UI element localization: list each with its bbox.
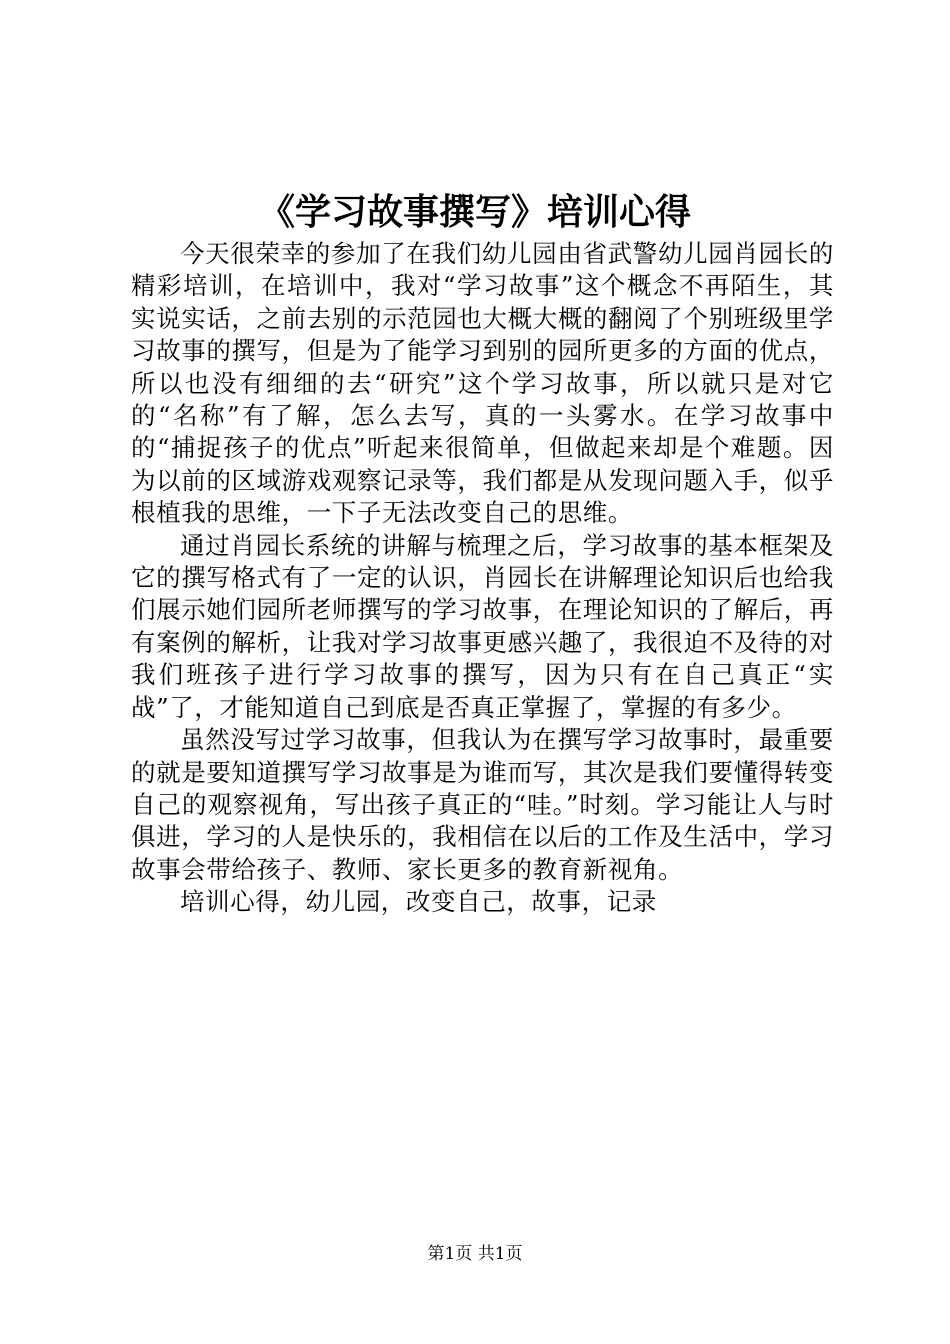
document-body [131, 238, 834, 919]
paragraph-training: 通过肖园长系统的讲解与梳理之后，学习故事的基本框架及它的撰写格式有了一定的认识，肖园长在讲解理论知识后也给我们展示她们园所老师撰写的学习故事，在理论知识的了解后，再有案例的解析，让我对学习故事更感兴趣了，我很迫不及待的对我们班孩子进行学习故事的撰写，因为只有在自己真正“实战”了，才能知道自己到底是否真正掌握了，掌握的有多少。 [131, 530, 834, 722]
paragraph-reflection: 虽然没写过学习故事，但我认为在撰写学习故事时，最重要的就是要知道撰写学习故事是为谁而写，其次是我们要懂得转变自己的观察视角，写出孩子真正的“哇。”时刻。学习能让人与时俱进，学习的人是快乐的，我相信在以后的工作及生活中，学习故事会带给孩子、教师、家长更多的教育新视角。 [131, 725, 834, 884]
page-number-footer: 第1页 共1页 [427, 1244, 523, 1264]
page-title: 《学习故事撰写》培训心得 [258, 191, 691, 233]
paragraph-keywords: 培训心得，幼儿园，改变自己，故事，记录 [180, 887, 657, 917]
paragraph-intro: 今天很荣幸的参加了在我们幼儿园由省武警幼儿园肖园长的精彩培训，在培训中，我对“学习故事”这个概念不再陌生，其实说实话，之前去别的示范园也大概大概的翻阅了个别班级里学习故事的撰写，但是为了能学习到别的园所更多的方面的优点，所以也没有细细的去“研究”这个学习故事，所以就只是对它的“名称”有了解，怎么去写，真的一头雾水。在学习故事中的“捕捉孩子的优点”听起来很简单，但做起来却是个难题。因为以前的区域游戏观察记录等，我们都是从发现问题入手，似乎根植我的思维，一下子无法改变自己的思维。 [131, 239, 834, 528]
